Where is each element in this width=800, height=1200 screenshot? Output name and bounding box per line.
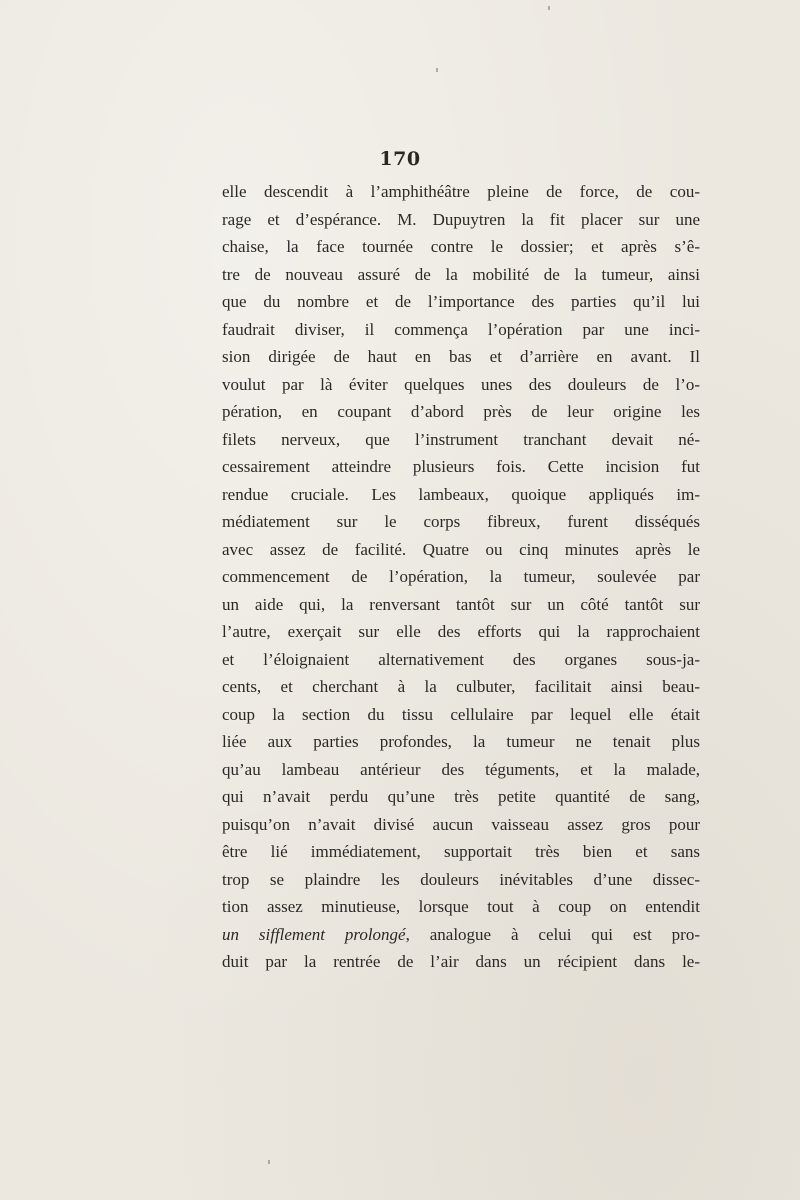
text-line: un aide qui, la renversant tantôt sur un côté tantôt sur xyxy=(222,594,700,614)
paper-speck xyxy=(548,6,550,10)
italic-phrase: un sifflement prolongé xyxy=(222,924,406,944)
text-line: rendue cruciale. Les lambeaux, quoique appliqués im- xyxy=(222,484,700,504)
text-line: et l’éloignaient alternativement des organes sous-ja- xyxy=(222,649,700,669)
text-line-italic xyxy=(222,921,700,949)
text-line: rage et d’espérance. M. Dupuytren la fit placer sur une xyxy=(222,209,700,229)
text-line: sion dirigée de haut en bas et d’arrière en avant. Il xyxy=(222,347,700,366)
text-line: tre de nouveau assuré de la mobilité de la tumeur, ainsi xyxy=(222,264,700,284)
paper-speck xyxy=(268,1160,270,1164)
text-line: voulut par là éviter quelques unes des douleurs de l’o- xyxy=(222,374,700,394)
italic-line-rest: , analogue à celui qui est pro- xyxy=(405,924,700,944)
text-line: cessairement atteindre plusieurs fois. Cette incision fut xyxy=(222,457,700,476)
text-line: pération, en coupant d’abord près de leur origine les xyxy=(222,402,700,421)
body-text xyxy=(222,178,700,976)
text-line: faudrait diviser, il commença l’opération par une inci- xyxy=(222,319,700,339)
text-line: médiatement sur le corps fibreux, furent disséqués xyxy=(222,512,700,531)
text-line: l’autre, exerçait sur elle des efforts qui la rapprochaient xyxy=(222,622,700,641)
paper-speck xyxy=(436,68,438,72)
text-line: elle descendit à l’amphithéâtre pleine de force, de cou- xyxy=(222,182,700,201)
text-line: qui n’avait perdu qu’une très petite quantité de sang, xyxy=(222,787,700,806)
text-line: cents, et cherchant à la culbuter, facilitait ainsi beau- xyxy=(222,677,700,696)
text-line: qu’au lambeau antérieur des téguments, et la malade, xyxy=(222,759,700,779)
text-line: filets nerveux, que l’instrument tranchant devait né- xyxy=(222,429,700,449)
text-line: liée aux parties profondes, la tumeur ne tenait plus xyxy=(222,732,700,751)
text-line: coup la section du tissu cellulaire par lequel elle était xyxy=(222,704,700,724)
text-line: tion assez minutieuse, lorsque tout à coup on entendit xyxy=(222,897,700,916)
text-line: trop se plaindre les douleurs inévitables d’une dissec- xyxy=(222,869,700,889)
text-line: être lié immédiatement, supportait très bien et sans xyxy=(222,842,700,861)
text-line: commencement de l’opération, la tumeur, soulevée par xyxy=(222,567,700,586)
text-line: puisqu’on n’avait divisé aucun vaisseau assez gros pour xyxy=(222,814,700,834)
text-line: avec assez de facilité. Quatre ou cinq minutes après le xyxy=(222,539,700,559)
text-line: chaise, la face tournée contre le dossier; et après s’ê- xyxy=(222,237,700,256)
page-number: 170 xyxy=(379,148,421,170)
text-line: que du nombre et de l’importance des parties qu’il lui xyxy=(222,292,700,311)
text-line-last: duit par la rentrée de l’air dans un récipient dans le- xyxy=(222,952,700,971)
